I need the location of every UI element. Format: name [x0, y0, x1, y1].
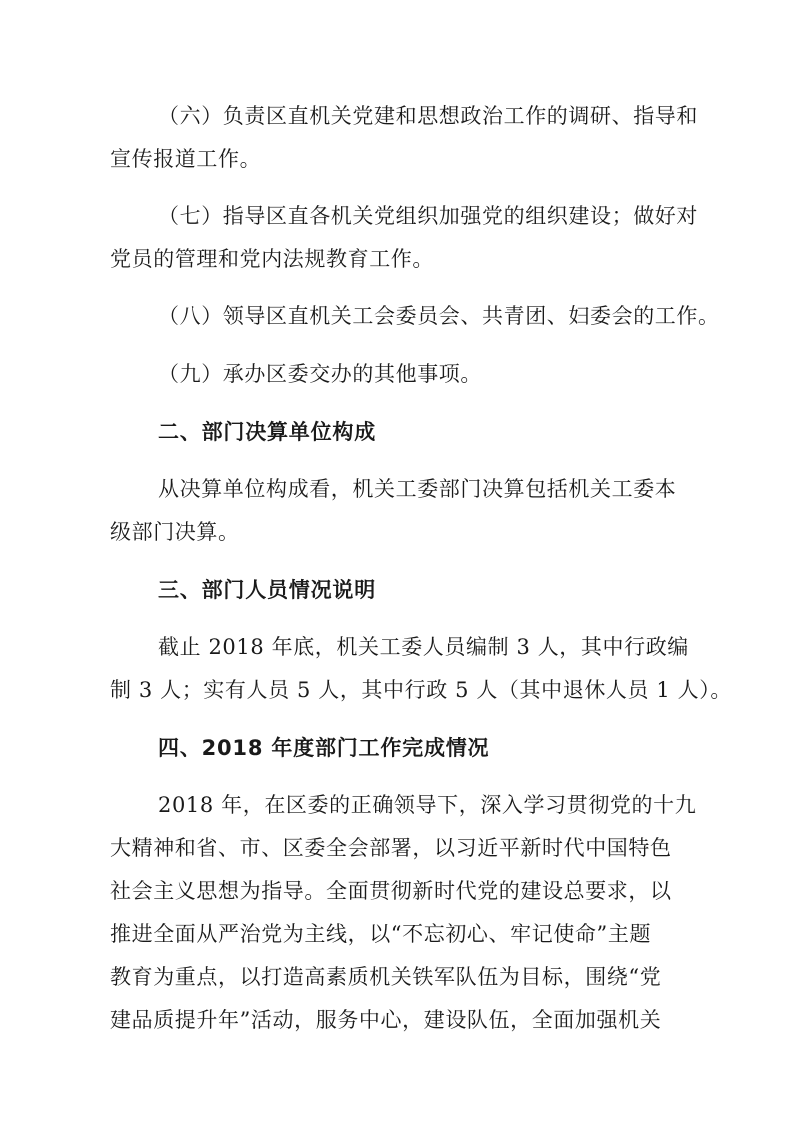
item-9-line: （九）承办区委交办的其他事项。	[158, 362, 482, 386]
section-4-body-line-2: 大精神和省、市、区委全会部署，以习近平新时代中国特色	[110, 836, 672, 860]
section-4-heading: 四、2018 年度部门工作完成情况	[158, 736, 490, 760]
item-6-line-2: 宣传报道工作。	[110, 147, 262, 171]
item-7-line-2: 党员的管理和党内法规教育工作。	[110, 247, 434, 271]
item-6-line-1: （六）负责区直机关党建和思想政治工作的调研、指导和	[158, 104, 698, 128]
section-2-heading: 二、部门决算单位构成	[158, 420, 376, 444]
section-2-body-line-1: 从决算单位构成看，机关工委部门决算包括机关工委本	[158, 477, 677, 501]
section-3-heading: 三、部门人员情况说明	[158, 578, 376, 602]
item-7-line-1: （七）指导区直各机关党组织加强党的组织建设；做好对	[158, 204, 698, 228]
section-4-body-line-3: 社会主义思想为指导。全面贯彻新时代党的建设总要求，以	[110, 879, 672, 903]
section-2-body-line-2: 级部门决算。	[110, 520, 240, 544]
section-4-body-line-4: 推进全面从严治党为主线，以“不忘初心、牢记使命”主题	[110, 922, 652, 946]
section-3-body-line-1: 截止 2018 年底，机关工委人员编制 3 人，其中行政编	[158, 635, 689, 659]
section-4-body-line-5: 教育为重点，以打造高素质机关铁军队伍为目标，围绕“党	[110, 965, 662, 989]
item-8-line: （八）领导区直机关工会委员会、共青团、妇委会的工作。	[158, 304, 720, 328]
section-4-body-line-1: 2018 年，在区委的正确领导下，深入学习贯彻党的十九	[158, 793, 697, 817]
section-3-body-line-2: 制 3 人；实有人员 5 人，其中行政 5 人（其中退休人员 1 人）。	[110, 678, 732, 702]
section-4-body-line-6: 建品质提升年”活动，服务中心，建设队伍，全面加强机关	[110, 1008, 662, 1032]
